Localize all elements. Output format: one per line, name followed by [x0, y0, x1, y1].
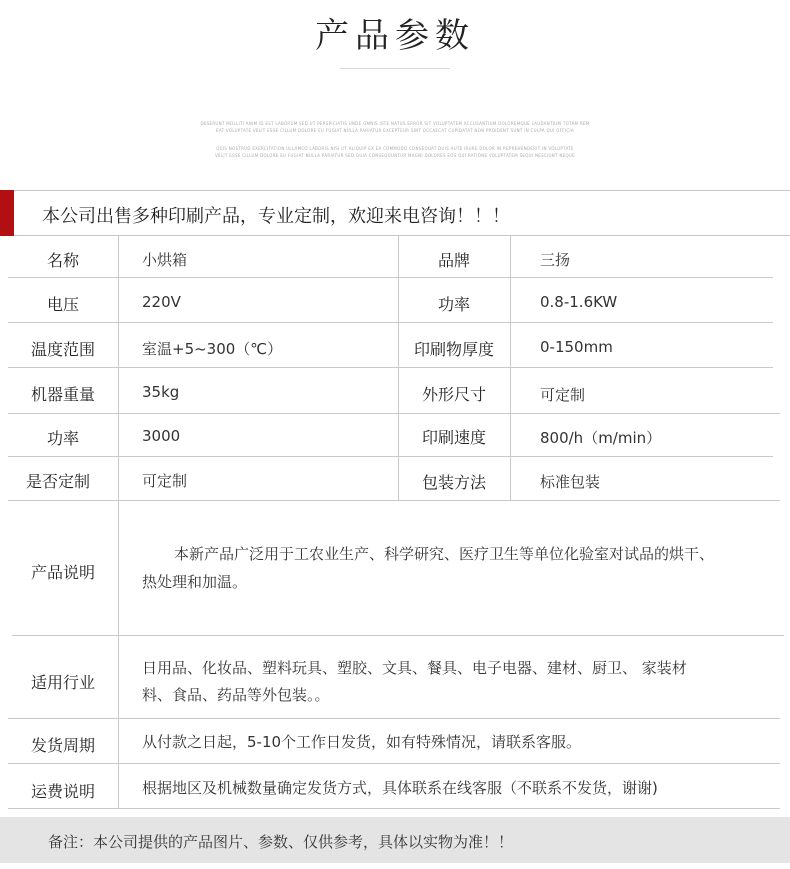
spec-label: 品牌: [437, 251, 470, 270]
desc-text-line: 日用品、化妆品、塑料玩具、塑胶、文具、餐具、电子电器、建材、厨卫、 家装材: [142, 659, 687, 677]
divider: [8, 367, 773, 368]
divider: [398, 236, 399, 500]
desc-text-line: 料、食品、药品等外包装。。: [142, 686, 330, 704]
divider: [14, 235, 790, 236]
spec-value: 0-150mm: [540, 338, 613, 356]
divider: [8, 322, 773, 323]
filler-line: QUIS NOSTRUD EXERCITATION ULLAMCO LABORIS NISI UT ALIQUIP EX EA COMMODO CONSEQUAT DUIS AUTE IRURE DOLOR IN REPREHENDERIT IN VOLUPTATE: [216, 146, 574, 151]
divider: [118, 236, 119, 808]
desc-text-line: 从付款之日起，5-10个工作日发货，如有特殊情况，请联系客服。: [142, 733, 582, 751]
spec-label: 包装方法: [421, 473, 486, 492]
spec-label: 功率: [437, 295, 470, 314]
title-underline: [340, 68, 450, 69]
filler-line: DESERUNT MOLLITI ANIM ID EST LABORUM SED UT PERSPICIATIS UNDE OMNIS ISTE NATUS ERROR SIT VOLUPTATEM ACCUSANTIUM DOLOREMQUE LAUDANTIUM TOTAM REM: [200, 121, 590, 126]
divider: [8, 500, 780, 501]
spec-value: 室温+5~300（℃）: [142, 340, 283, 358]
divider: [8, 277, 773, 278]
filler-line: VELIT ESSE CILLUM DOLORE EU FUGIAT NULLA PARIATUR SED QUIA CONSEQUUNTUR MAGNI DOLORES EOS QUI RATIONE VOLUPTATEM SEQUI NESCIUNT NEQUE: [215, 153, 575, 158]
divider: [8, 808, 780, 809]
divider: [510, 236, 511, 500]
divider: [8, 763, 780, 764]
divider: [8, 718, 780, 719]
spec-label: 温度范围: [30, 340, 95, 359]
spec-label: 电压: [46, 295, 79, 314]
spec-value: 可定制: [540, 386, 586, 404]
divider: [12, 635, 784, 636]
spec-value: 35kg: [142, 383, 180, 401]
spec-label: 名称: [46, 251, 79, 270]
spec-value: 可定制: [142, 472, 188, 490]
spec-label: 印刷速度: [421, 428, 486, 447]
desc-label: 发货周期: [30, 736, 95, 755]
divider: [8, 413, 780, 414]
footer-note: 备注：本公司提供的产品图片、参数、仅供参考，具体以实物为准！！: [48, 833, 514, 851]
spec-value: 0.8-1.6KW: [540, 293, 618, 311]
spec-value: 220V: [142, 293, 181, 311]
desc-text-line: 热处理和加温。: [142, 573, 248, 591]
desc-label: 运费说明: [30, 782, 95, 801]
page-title: 产品参数: [315, 16, 475, 56]
desc-label: 产品说明: [30, 563, 95, 582]
desc-text-line: 本新产品广泛用于工农业生产、科学研究、医疗卫生等单位化验室对试品的烘干、: [174, 545, 715, 563]
divider: [8, 456, 773, 457]
spec-label: 印刷物厚度: [413, 340, 494, 359]
desc-text-line: 根据地区及机械数量确定发货方式，具体联系在线客服（不联系不发货，谢谢): [142, 779, 658, 797]
spec-label: 机器重量: [30, 385, 95, 404]
spec-value: 三扬: [540, 251, 571, 269]
spec-label: 外形尺寸: [421, 385, 486, 404]
spec-value: 小烘箱: [142, 251, 188, 269]
spec-value: 标准包装: [540, 473, 601, 491]
banner-text: 本公司出售多种印刷产品，专业定制，欢迎来电咨询！！！: [42, 206, 510, 227]
spec-label: 功率: [46, 429, 79, 448]
spec-label: 是否定制: [25, 472, 90, 491]
spec-value: 800/h（m/min）: [540, 429, 662, 447]
divider: [14, 190, 790, 191]
banner-accent-bar: [0, 190, 14, 236]
filler-line: EAT VOLUPTATE VELIT ESSE CILLUM DOLORE EU FUGIAT NULLA PARIATUR EXCEPTEUR SINT OCCAECAT CUPIDATAT NON PROIDENT SUNT IN CULPA QUI OFFICIA: [216, 128, 574, 133]
spec-value: 3000: [142, 427, 181, 445]
desc-label: 适用行业: [30, 673, 95, 692]
